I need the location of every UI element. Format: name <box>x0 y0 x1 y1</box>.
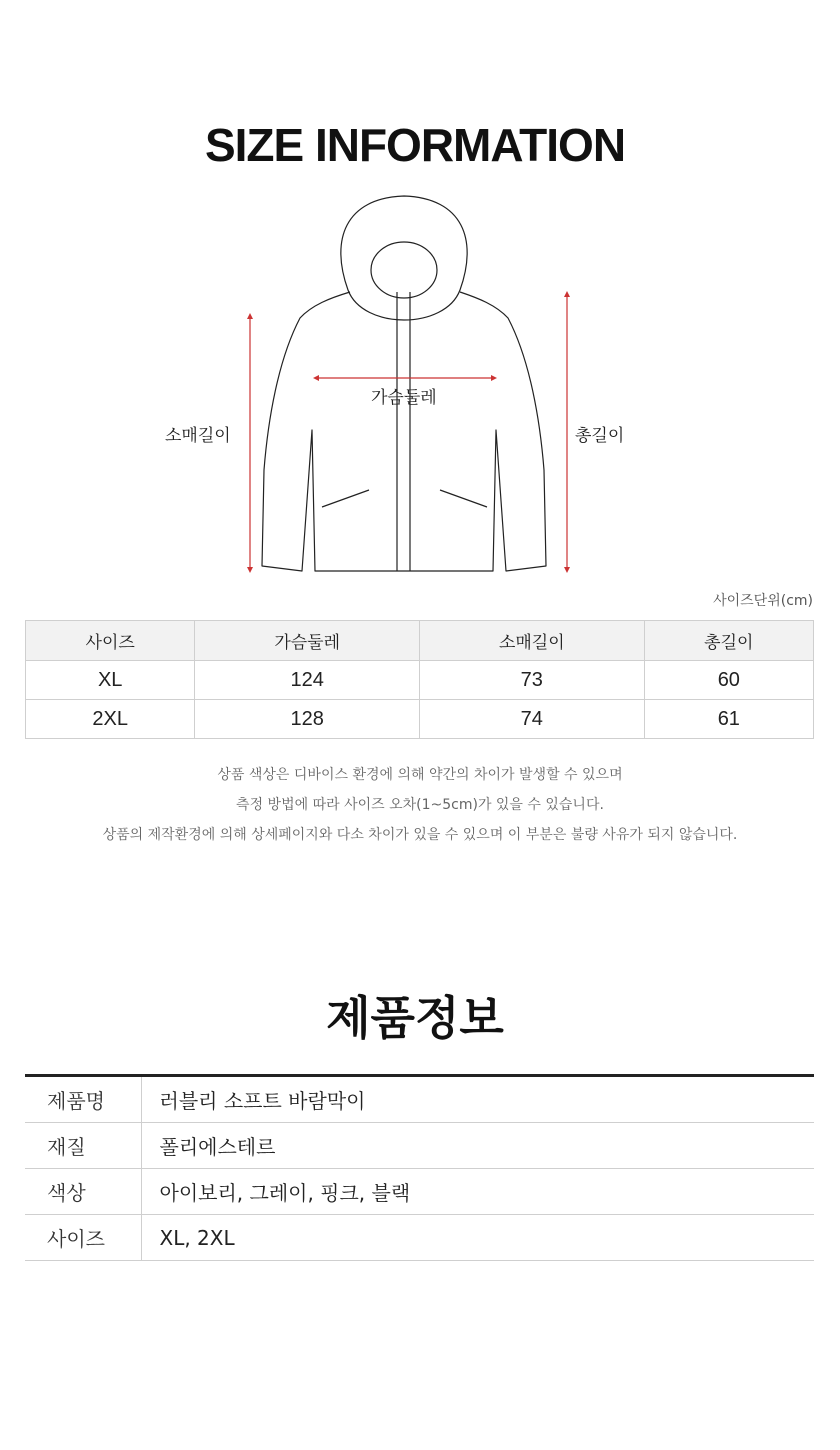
length-label: 총길이 <box>575 426 625 446</box>
info-value: XL, 2XL <box>141 1215 814 1261</box>
header-chest: 가슴둘레 <box>195 621 420 661</box>
measure-arrows <box>250 294 567 570</box>
cell-length: 60 <box>644 661 813 700</box>
cell-length: 61 <box>644 700 813 739</box>
info-row <box>25 1215 814 1261</box>
cell-chest: 128 <box>195 700 420 739</box>
sleeve-label: 소매길이 <box>165 426 231 446</box>
info-label: 재질 <box>25 1123 141 1169</box>
info-row <box>25 1076 814 1123</box>
header-sleeve: 소매길이 <box>419 621 644 661</box>
info-label: 사이즈 <box>25 1215 141 1261</box>
size-notes <box>0 760 840 850</box>
size-table-header <box>26 621 814 661</box>
info-value: 폴리에스테르 <box>141 1123 814 1169</box>
product-info-table <box>25 1074 814 1261</box>
size-information-title: SIZE INFORMATION <box>204 119 626 171</box>
note-line: 측정 방법에 따라 사이즈 오차(1~5cm)가 있을 수 있습니다. <box>236 797 604 813</box>
cell-size: 2XL <box>26 700 195 739</box>
jacket-diagram <box>0 0 840 600</box>
cell-size: XL <box>26 661 195 700</box>
chest-label: 가슴둘레 <box>371 388 437 408</box>
info-row <box>25 1169 814 1215</box>
cell-sleeve: 73 <box>419 661 644 700</box>
unit-note: 사이즈단위(cm) <box>713 593 813 609</box>
info-value: 러블리 소프트 바람막이 <box>141 1076 814 1123</box>
product-info-title: 제품정보 <box>326 991 504 1045</box>
note-line: 상품 색상은 디바이스 환경에 의해 약간의 차이가 발생할 수 있으며 <box>217 767 623 783</box>
header-size: 사이즈 <box>26 621 195 661</box>
note-line: 상품의 제작환경에 의해 상세페이지와 다소 차이가 있을 수 있으며 이 부분은 불량 사유가 되지 않습니다. <box>102 827 738 843</box>
cell-sleeve: 74 <box>419 700 644 739</box>
table-row <box>26 700 814 739</box>
info-row <box>25 1123 814 1169</box>
cell-chest: 124 <box>195 661 420 700</box>
table-row <box>26 661 814 700</box>
info-value: 아이보리, 그레이, 핑크, 블랙 <box>141 1169 814 1215</box>
info-label: 색상 <box>25 1169 141 1215</box>
info-label: 제품명 <box>25 1076 141 1123</box>
size-table <box>25 620 814 739</box>
header-length: 총길이 <box>644 621 813 661</box>
